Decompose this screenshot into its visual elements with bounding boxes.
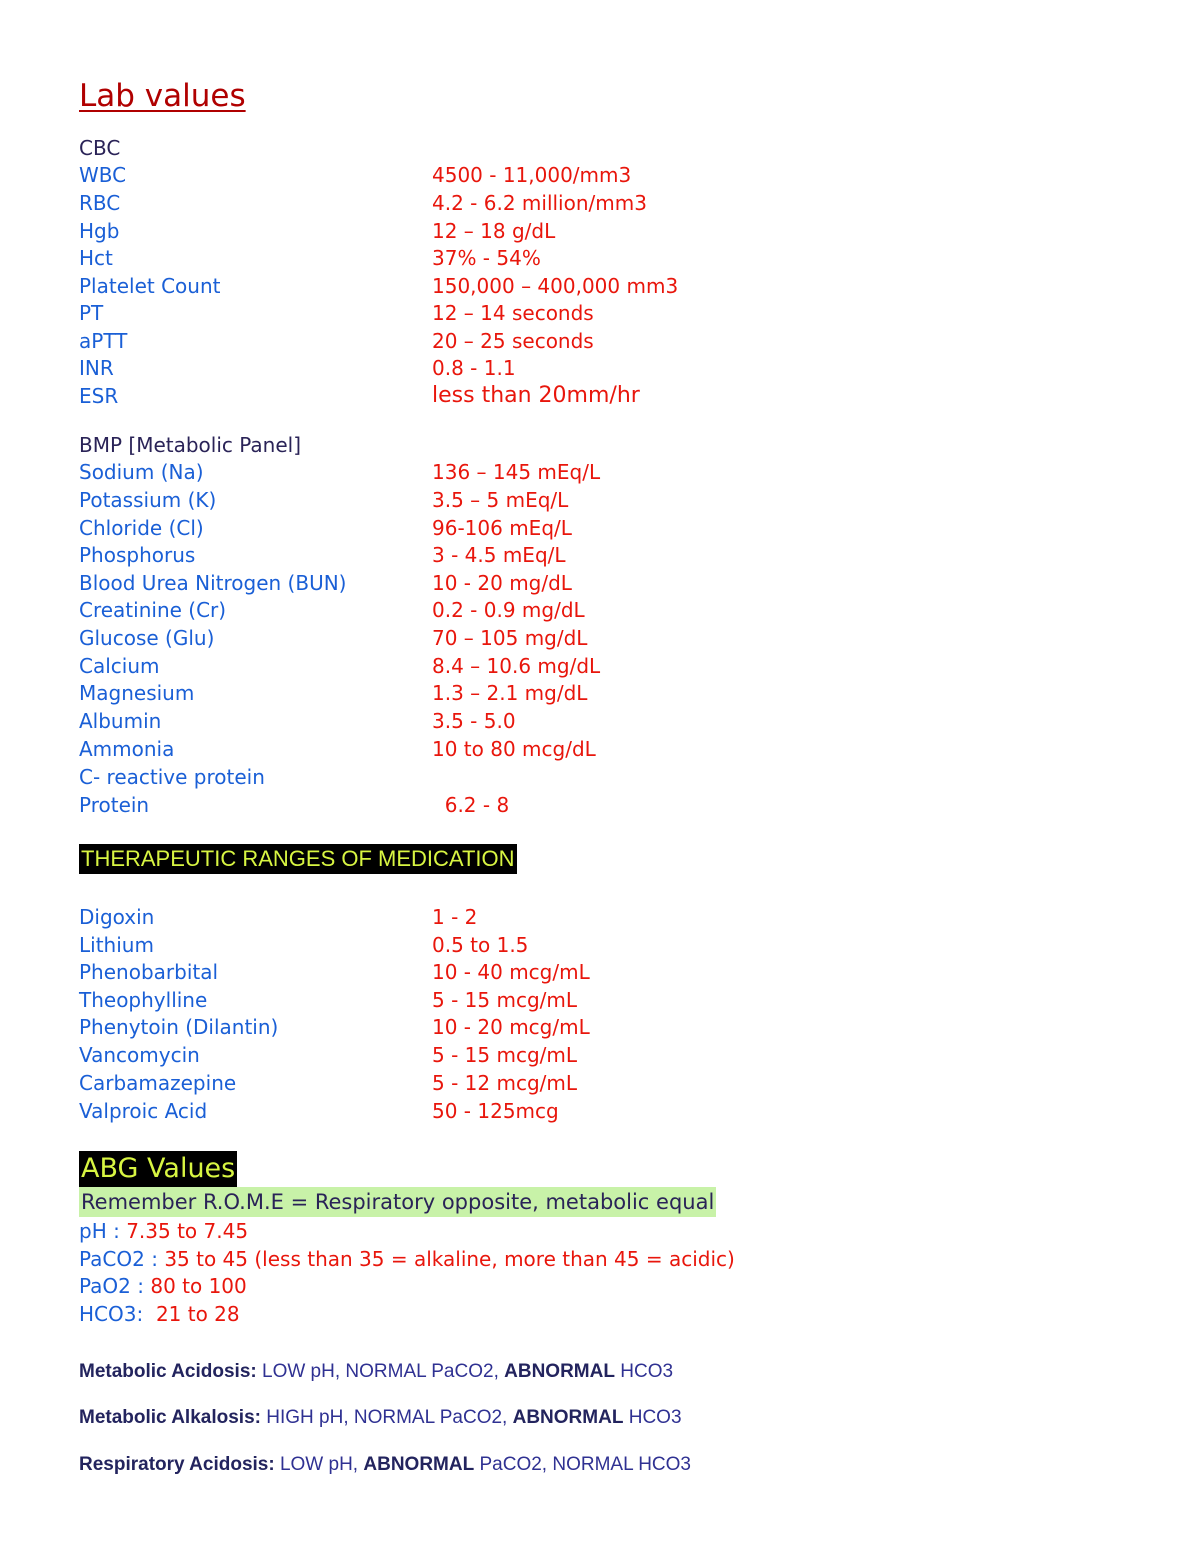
lab-value: 0.8 - 1.1	[432, 356, 516, 380]
abg-line	[79, 1247, 735, 1271]
table-row	[79, 960, 1139, 988]
lab-label: Platelet Count	[79, 274, 221, 298]
lab-label: Phenobarbital	[79, 960, 219, 984]
table-row	[79, 356, 1139, 384]
abg-value: 35 to 45	[164, 1247, 249, 1271]
lab-label: INR	[79, 356, 114, 380]
table-row	[79, 1071, 1139, 1099]
lab-label: Hct	[79, 246, 113, 270]
table-row	[79, 163, 1139, 191]
lab-label: Theophylline	[79, 988, 208, 1012]
lab-label: Creatinine (Cr)	[79, 598, 227, 622]
lab-value: 10 - 20 mg/dL	[432, 571, 572, 595]
table-row	[79, 384, 1139, 412]
abg-line	[79, 1219, 248, 1243]
abg-line	[79, 1302, 240, 1326]
lab-value: 10 - 40 mcg/mL	[432, 960, 590, 984]
table-row	[79, 191, 1139, 219]
lab-label: Protein	[79, 793, 150, 817]
lab-value: 20 – 25 seconds	[432, 329, 594, 353]
lab-value: 1.3 – 2.1 mg/dL	[432, 681, 588, 705]
table-row	[79, 219, 1139, 247]
table-row	[79, 488, 1139, 516]
lab-label: Valproic Acid	[79, 1099, 208, 1123]
lab-value: 8.4 – 10.6 mg/dL	[432, 654, 601, 678]
lab-value: 96-106 mEq/L	[432, 516, 572, 540]
abg-value: 80 to 100	[150, 1274, 247, 1298]
lab-label: ESR	[79, 384, 119, 408]
table-row	[79, 793, 1139, 821]
table-row	[79, 516, 1139, 544]
table-row	[79, 329, 1139, 357]
lab-label: aPTT	[79, 329, 128, 353]
lab-label: Phosphorus	[79, 543, 196, 567]
condition-emphasis: ABNORMAL	[363, 1454, 475, 1475]
lab-value: 4500 - 11,000/mm3	[432, 163, 632, 187]
table-row	[79, 988, 1139, 1016]
table-row	[79, 905, 1139, 933]
lab-value: 10 to 80 mcg/dL	[432, 737, 596, 761]
lab-label: Calcium	[79, 654, 160, 678]
lab-label: Vancomycin	[79, 1043, 200, 1067]
condition-text: HIGH pH, NORMAL PaCO2,	[260, 1407, 513, 1428]
lab-value: 5 - 12 mcg/mL	[432, 1071, 577, 1095]
lab-value: 3.5 – 5 mEq/L	[432, 488, 569, 512]
lab-label: C- reactive protein	[79, 765, 265, 789]
table-row	[79, 246, 1139, 274]
table-row	[79, 933, 1139, 961]
abg-key: HCO3:	[79, 1302, 156, 1326]
lab-label: Albumin	[79, 709, 162, 733]
lab-value: 3.5 - 5.0	[432, 709, 516, 733]
lab-label: Blood Urea Nitrogen (BUN)	[79, 571, 347, 595]
cbc-header: CBC	[79, 136, 121, 160]
lab-label: Carbamazepine	[79, 1071, 237, 1095]
condition-metabolic-alkalosis	[79, 1407, 682, 1429]
table-row	[79, 737, 1139, 765]
lab-label: Hgb	[79, 219, 120, 243]
abg-key: PaO2 :	[79, 1274, 151, 1298]
lab-label: Digoxin	[79, 905, 155, 929]
condition-text: PaCO2, NORMAL HCO3	[474, 1454, 691, 1475]
lab-value: 0.5 to 1.5	[432, 933, 529, 957]
lab-value: 12 – 14 seconds	[432, 301, 594, 325]
page-title: Lab values	[79, 78, 246, 114]
lab-value: 3 - 4.5 mEq/L	[432, 543, 566, 567]
lab-label: Magnesium	[79, 681, 195, 705]
lab-label: Phenytoin (Dilantin)	[79, 1015, 279, 1039]
lab-label: Glucose (Glu)	[79, 626, 215, 650]
condition-text: HCO3	[614, 1361, 674, 1382]
table-row	[79, 626, 1139, 654]
table-row	[79, 1043, 1139, 1071]
table-row	[79, 274, 1139, 302]
table-row	[79, 765, 1139, 793]
condition-text: LOW pH, NORMAL PaCO2,	[256, 1361, 505, 1382]
table-row	[79, 598, 1139, 626]
abg-key: pH :	[79, 1219, 127, 1243]
table-row	[79, 681, 1139, 709]
lab-value: 0.2 - 0.9 mg/dL	[432, 598, 585, 622]
lab-label: Ammonia	[79, 737, 175, 761]
lab-value: 1 - 2	[432, 905, 478, 929]
condition-text: HCO3	[623, 1407, 682, 1428]
lab-label: PT	[79, 301, 104, 325]
table-row	[79, 301, 1139, 329]
table-row	[79, 571, 1139, 599]
lab-value: 6.2 - 8	[432, 793, 510, 817]
abg-header: ABG Values	[79, 1151, 237, 1187]
therapeutic-header: THERAPEUTIC RANGES OF MEDICATION	[79, 844, 517, 874]
lab-value: 5 - 15 mcg/mL	[432, 1043, 577, 1067]
lab-label: Potassium (K)	[79, 488, 217, 512]
rome-mnemonic: Remember R.O.M.E = Respiratory opposite, metabolic equal	[79, 1187, 716, 1217]
lab-label: Lithium	[79, 933, 154, 957]
table-row	[79, 709, 1139, 737]
condition-name: Metabolic Alkalosis:	[79, 1407, 261, 1428]
lab-label: Sodium (Na)	[79, 460, 204, 484]
lab-value: 12 – 18 g/dL	[432, 219, 556, 243]
table-row	[79, 1015, 1139, 1043]
abg-note: (less than 35 = alkaline, more than 45 = acidic)	[248, 1247, 735, 1271]
lab-value: 136 – 145 mEq/L	[432, 460, 601, 484]
table-row	[79, 1099, 1139, 1127]
abg-line	[79, 1274, 247, 1298]
lab-value: 50 - 125mcg	[432, 1099, 559, 1123]
condition-name: Metabolic Acidosis:	[79, 1361, 257, 1382]
abg-value: 7.35 to 7.45	[126, 1219, 249, 1243]
bmp-header: BMP [Metabolic Panel]	[79, 433, 302, 457]
condition-respiratory-acidosis	[79, 1454, 691, 1476]
condition-emphasis: ABNORMAL	[512, 1407, 624, 1428]
lab-value: less than 20mm/hr	[432, 383, 640, 408]
lab-value: 37% - 54%	[432, 246, 541, 270]
condition-text: LOW pH,	[274, 1454, 364, 1475]
lab-label: WBC	[79, 163, 127, 187]
lab-label: RBC	[79, 191, 121, 215]
lab-value: 70 – 105 mg/dL	[432, 626, 588, 650]
condition-emphasis: ABNORMAL	[504, 1361, 615, 1382]
lab-value: 4.2 - 6.2 million/mm3	[432, 191, 647, 215]
lab-value: 10 - 20 mcg/mL	[432, 1015, 590, 1039]
lab-value: 5 - 15 mcg/mL	[432, 988, 577, 1012]
lab-value: 150,000 – 400,000 mm3	[432, 274, 679, 298]
lab-label: Chloride (Cl)	[79, 516, 204, 540]
table-row	[79, 543, 1139, 571]
table-row	[79, 654, 1139, 682]
abg-value: 21 to 28	[155, 1302, 240, 1326]
table-row	[79, 460, 1139, 488]
condition-metabolic-acidosis	[79, 1361, 673, 1383]
abg-key: PaCO2 :	[79, 1247, 165, 1271]
condition-name: Respiratory Acidosis:	[79, 1454, 275, 1475]
